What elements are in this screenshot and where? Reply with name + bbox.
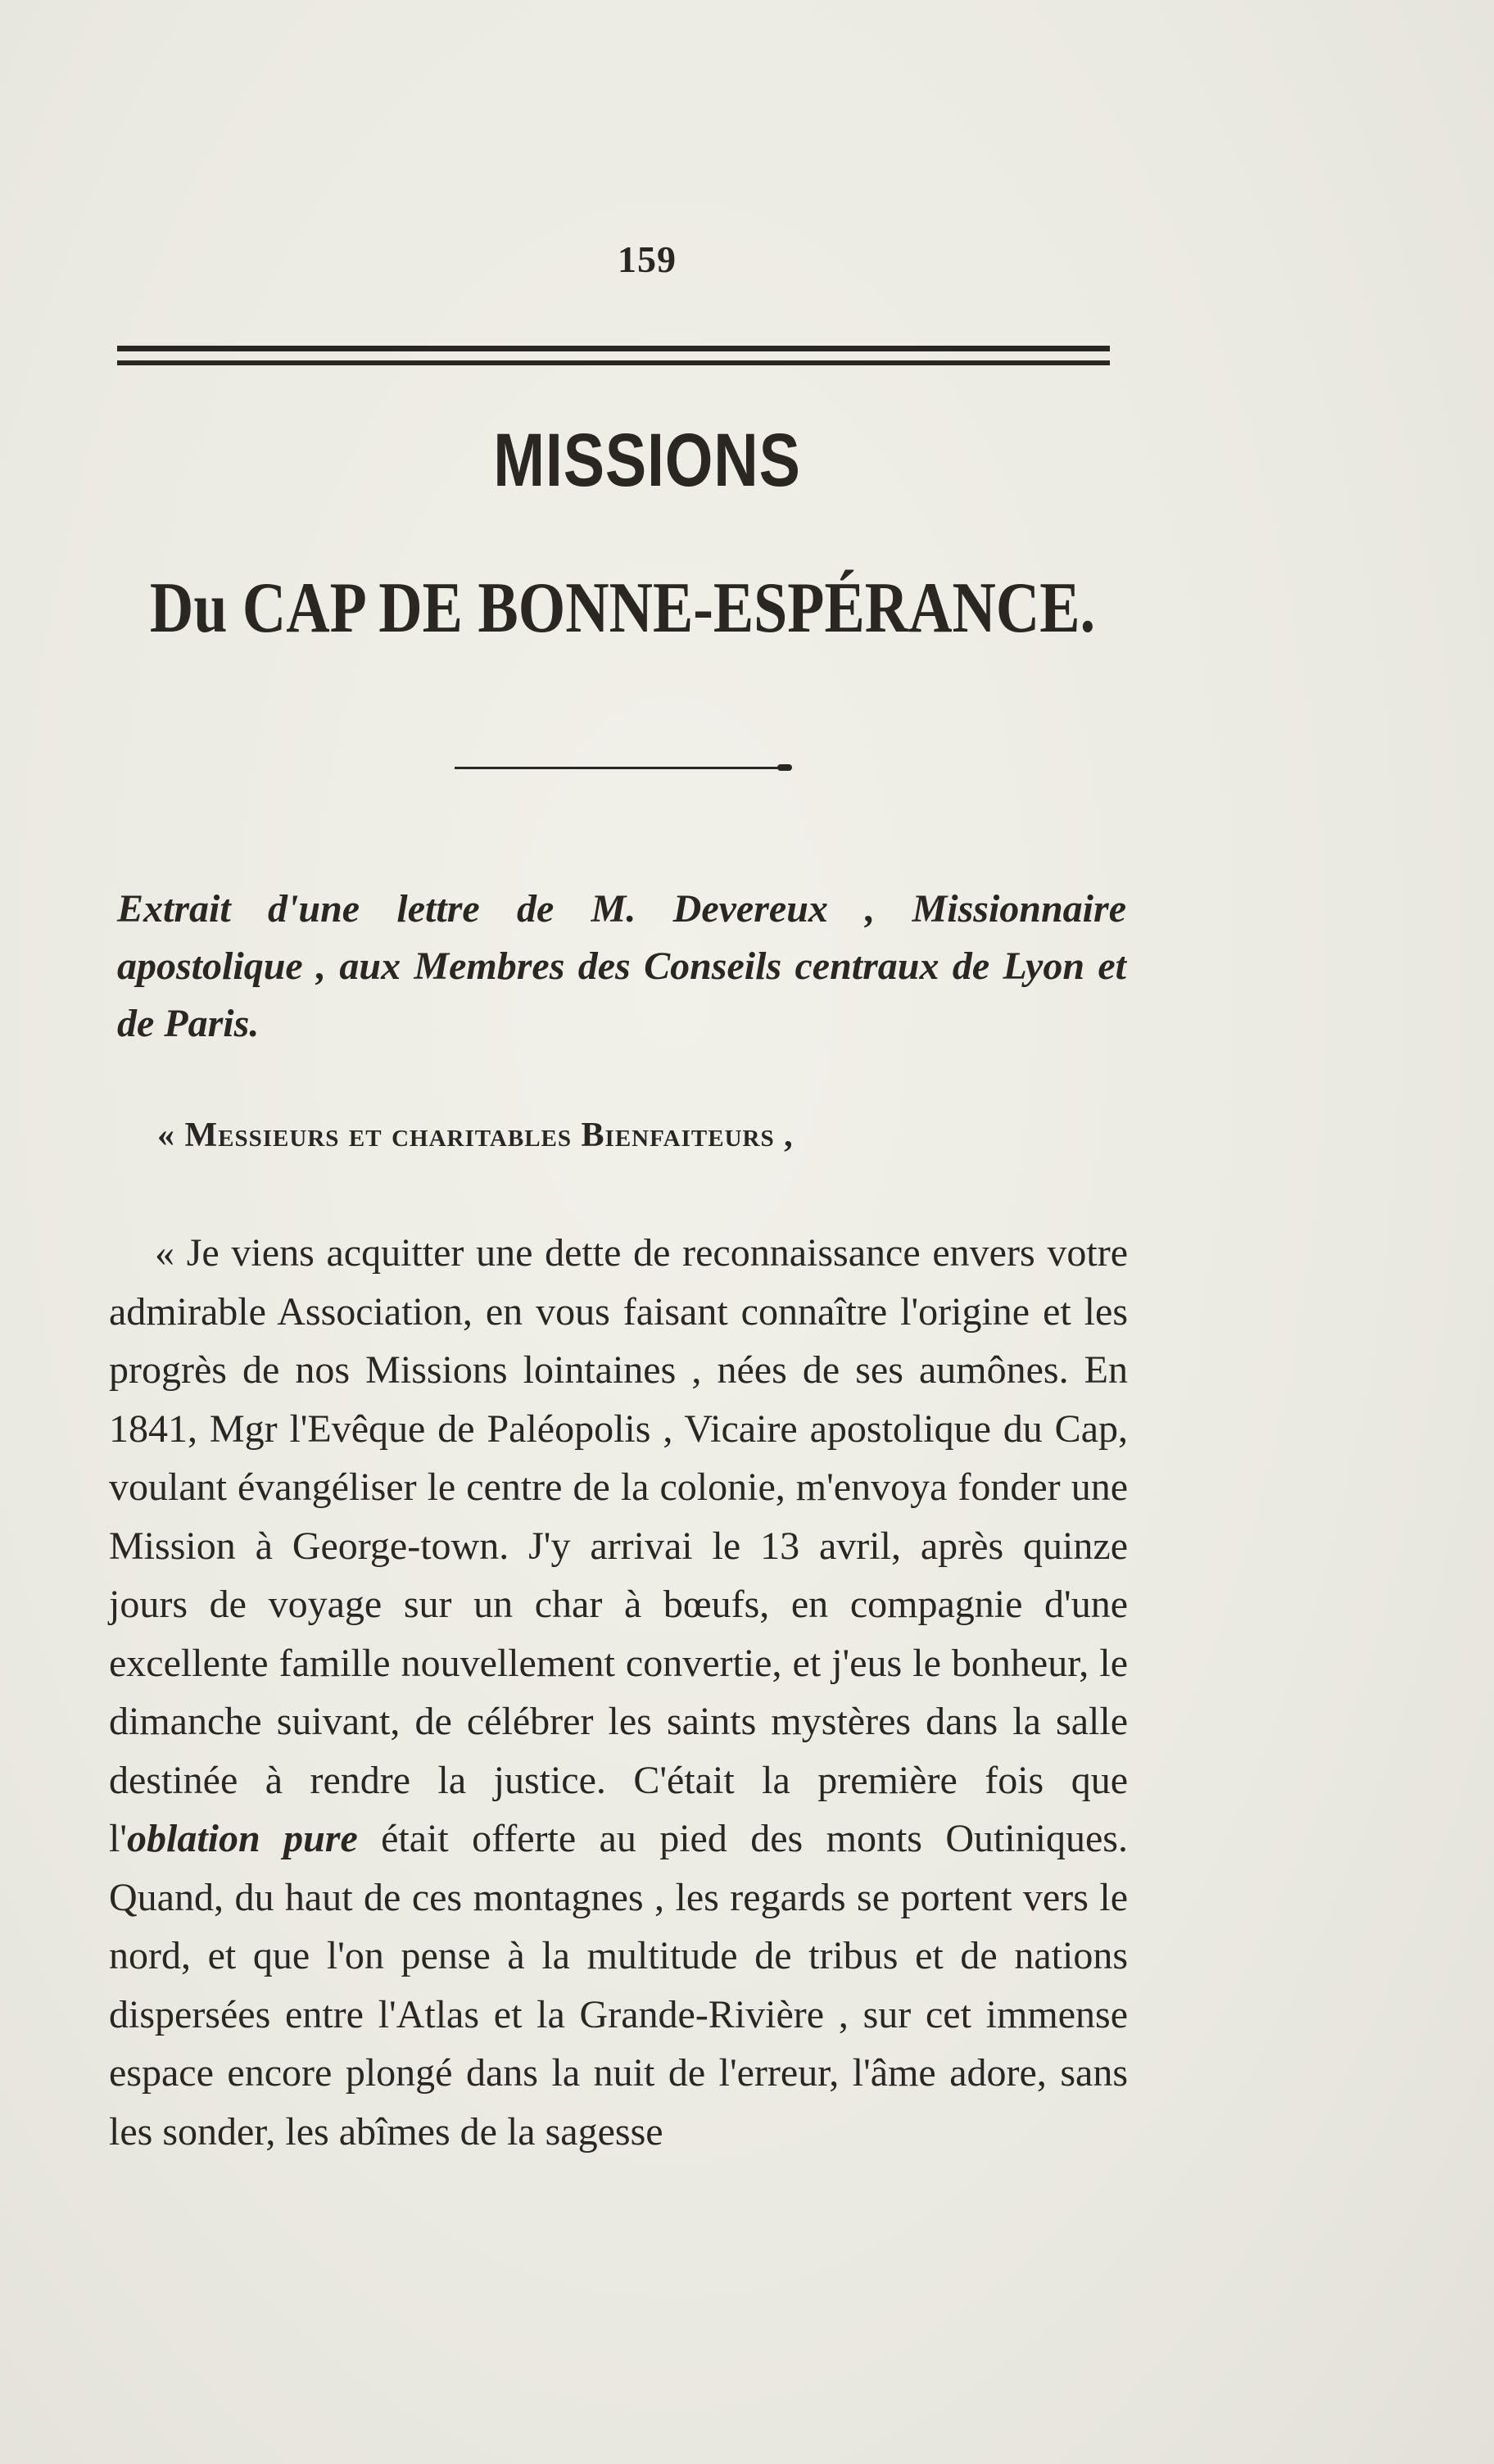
body-text [109, 1224, 1128, 2161]
section-divider [455, 767, 789, 769]
header-rule-thick [117, 346, 1110, 351]
title-sub: Du CAP DE BONNE-ESPÉRANCE. [149, 568, 1096, 648]
letter-introduction: Extrait d'une lettre de M. Devereux , Missionnaire apostolique , aux Membres des Conseils centraux de Lyon et de Paris. [117, 887, 1126, 1045]
salutation: « Messieurs et charitables Bienfaiteurs , [157, 1116, 794, 1154]
header-double-rule [117, 346, 1110, 370]
page-number: 159 [618, 238, 677, 280]
body-text-part-2: était offerte au pied des monts Outiniques. Quand, du haut de ces montagnes , les regards se portent vers le nord, et que l'on pense à la multitude de tribus et de nations dispersées entre l'Atlas et la Grande-Rivière , sur cet immense espace encore plongé dans la nuit de l'erreur, l'âme adore, sans les sonder, les abîmes de la sagesse [109, 1817, 1128, 2154]
body-paragraph [109, 1224, 1128, 2161]
body-emphasis: oblation pure [126, 1817, 358, 1860]
header-rule-thin [117, 360, 1110, 365]
title-main: MISSIONS [493, 419, 801, 502]
body-text-part-1: « Je viens acquitter une dette de reconnaissance envers votre admirable Association, en vous faisant connaître l'origine et les progrès de nos Missions lointaines , nées de ses aumônes. En 1841, Mgr l'Evêque de Paléopolis , Vicaire apostolique du Cap, voulant évangéliser le centre de la colonie, m'envoya fonder une Mission à George-town. J'y arrivai le 13 avril, après quinze jours de voyage sur un char à bœufs, en compagnie d'une excellente famille nouvellement convertie, et j'eus le bonheur, le dimanche suivant, de célébrer les saints mystères dans la salle destinée à rendre la justice. C'était la première fois que l' [109, 1231, 1128, 1860]
